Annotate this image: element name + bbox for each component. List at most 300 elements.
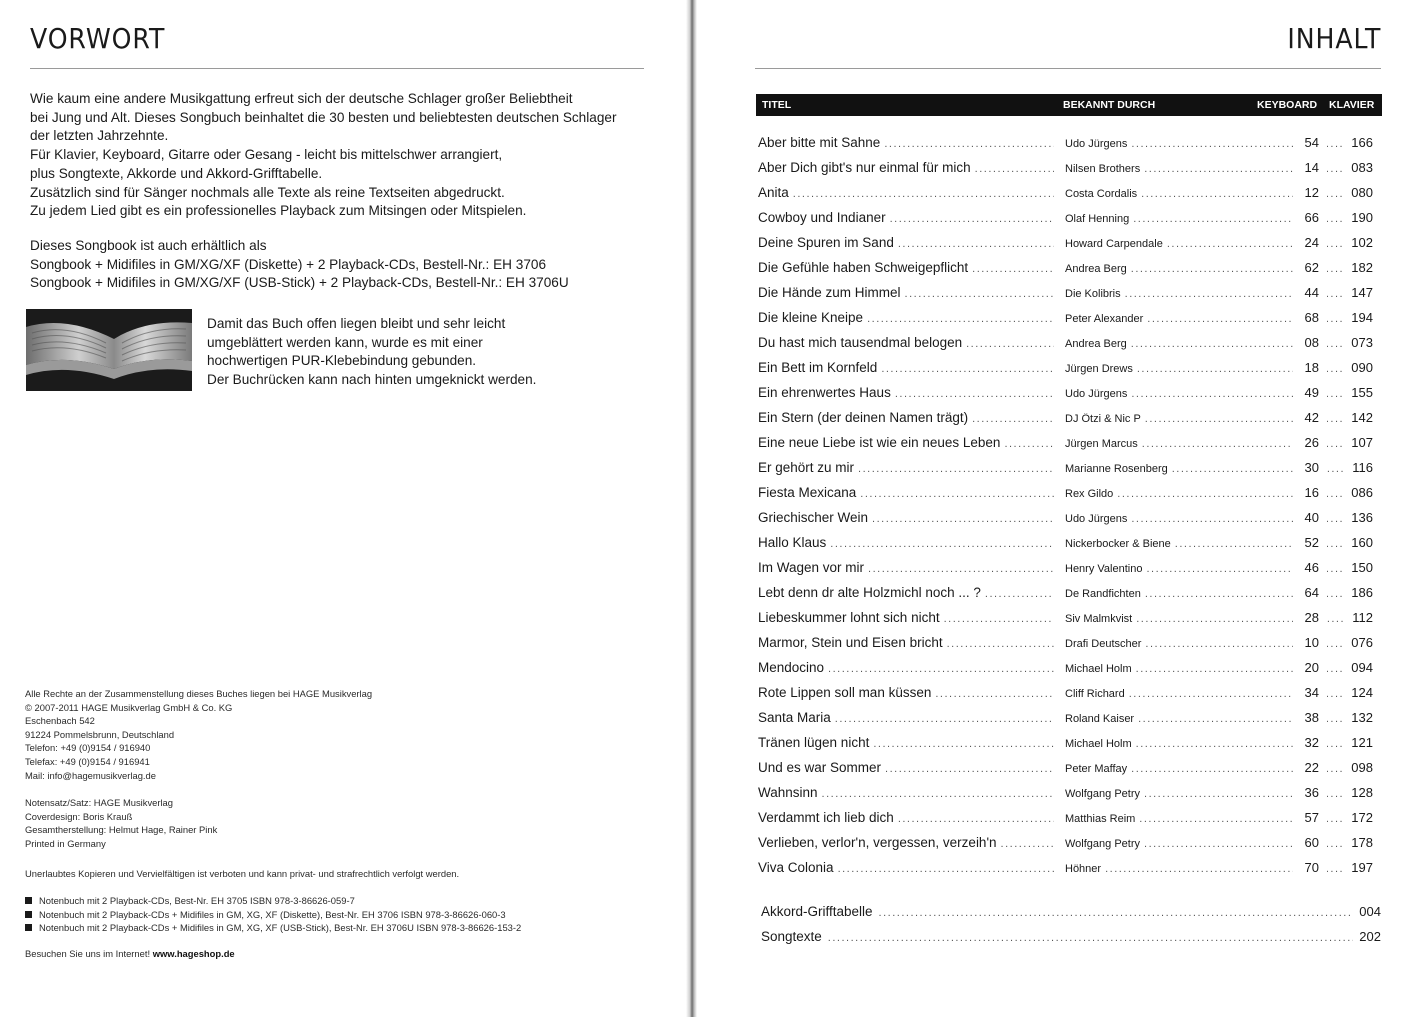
klavier-page-cell (1327, 485, 1373, 500)
availability-line: Songbook + Midifiles in GM/XG/XF (Diskette) + 2 Playback-CDs, Bestell-Nr.: EH 3706 (30, 256, 546, 272)
dot-leader (1327, 838, 1345, 850)
keyboard-page: 60 (1304, 835, 1319, 850)
dot-leader (1131, 513, 1293, 525)
song-title: Griechischer Wein (758, 510, 869, 525)
header-keyboard: KEYBOARD (1257, 99, 1318, 111)
klavier-page: 194 (1351, 310, 1373, 325)
keyboard-page: 10 (1304, 635, 1319, 650)
dot-leader (1327, 413, 1345, 425)
dot-leader (1001, 838, 1054, 850)
dot-leader (1327, 713, 1345, 725)
song-artist: Wolfgang Petry (1065, 788, 1141, 800)
dot-leader (1327, 188, 1345, 200)
dot-leader (1327, 163, 1345, 175)
song-title-cell (758, 260, 1058, 275)
song-artist: De Randfichten (1065, 588, 1141, 600)
klavier-page: 112 (1352, 610, 1373, 625)
song-title: Ein ehrenwertes Haus (758, 385, 891, 400)
song-artist: Udo Jürgens (1065, 388, 1128, 400)
song-title-cell (758, 835, 1058, 850)
song-artist-cell (1065, 663, 1297, 675)
song-artist-cell (1065, 338, 1297, 350)
intro-line: der letzten Jahrzehnte. (30, 128, 169, 144)
toc-row[interactable] (756, 253, 1378, 278)
availability-line: Dieses Songbook ist auch erhältlich als (30, 238, 267, 253)
song-artist-cell (1065, 638, 1297, 650)
dot-leader (1327, 813, 1345, 825)
rights-line: Telefon: +49 (0)9154 / 916940 (25, 742, 151, 754)
vorwort-rule (30, 68, 644, 69)
song-title-cell (758, 585, 1058, 600)
dot-leader (1327, 738, 1345, 750)
dot-leader (1146, 563, 1293, 575)
rights-line: Eschenbach 542 (25, 715, 95, 727)
song-title: Die Gefühle haben Schweigepflicht (758, 260, 969, 275)
song-artist-cell (1065, 488, 1297, 500)
klavier-page-cell (1327, 285, 1373, 300)
song-artist-cell (1065, 213, 1297, 225)
song-title: Ein Stern (der deinen Namen trägt) (758, 410, 969, 425)
song-title-cell (758, 160, 1058, 175)
song-title-cell (758, 560, 1058, 575)
song-title-cell (758, 760, 1058, 775)
binding-text (207, 315, 677, 390)
song-title-cell (758, 685, 1058, 700)
toc-row[interactable] (756, 153, 1378, 178)
dot-leader (838, 863, 1054, 875)
song-title-cell (758, 535, 1058, 550)
song-artist: Matthias Reim (1065, 813, 1136, 825)
song-title-cell (758, 460, 1058, 475)
keyboard-page: 24 (1304, 235, 1319, 250)
keyboard-page: 30 (1304, 460, 1319, 475)
klavier-page-cell (1327, 560, 1373, 575)
dot-leader (885, 763, 1054, 775)
dot-leader (1327, 313, 1345, 325)
binding-line: umgeblättert werden kann, wurde es mit einer (207, 334, 483, 350)
toc-row[interactable] (756, 703, 1378, 728)
klavier-page-cell (1327, 360, 1373, 375)
klavier-page: 102 (1351, 235, 1373, 250)
song-title: Verlieben, verlor'n, vergessen, verzeih'n (758, 835, 997, 850)
keyboard-page: 57 (1304, 810, 1319, 825)
song-title-cell (758, 485, 1058, 500)
dot-leader (1327, 513, 1345, 525)
toc-row[interactable] (756, 503, 1378, 528)
toc-row[interactable] (756, 678, 1378, 703)
toc-header-bar (756, 94, 1382, 116)
klavier-page-cell (1327, 785, 1373, 800)
toc-row[interactable] (756, 628, 1378, 653)
keyboard-page: 12 (1304, 185, 1319, 200)
intro-line: bei Jung und Alt. Dieses Songbuch beinhaltet die 30 besten und beliebtesten deutschen Schlager (30, 109, 617, 125)
dot-leader (1327, 463, 1346, 475)
toc-row[interactable] (756, 728, 1378, 753)
shop-link[interactable]: www.hageshop.de (152, 948, 235, 959)
dot-leader (1327, 788, 1345, 800)
dot-leader (858, 463, 1054, 475)
shop-line (25, 948, 235, 959)
dot-leader (1327, 488, 1345, 500)
dot-leader (872, 513, 1054, 525)
klavier-page: 150 (1351, 560, 1373, 575)
klavier-page: 076 (1351, 635, 1373, 650)
header-title: TITEL (762, 99, 792, 111)
keyboard-page: 46 (1304, 560, 1319, 575)
keyboard-page: 26 (1304, 435, 1319, 450)
copy-notice (25, 867, 665, 881)
klavier-page-cell (1327, 310, 1373, 325)
klavier-page: 197 (1351, 860, 1373, 875)
song-artist: Nickerbocker & Biene (1065, 538, 1171, 550)
dot-leader (1327, 563, 1345, 575)
song-title-cell (758, 860, 1058, 875)
klavier-page: 160 (1351, 535, 1373, 550)
song-title: Tränen lügen nicht (758, 735, 870, 750)
klavier-page-cell (1327, 260, 1373, 275)
dot-leader (1136, 663, 1293, 675)
song-title: Ein Bett im Kornfeld (758, 360, 878, 375)
klavier-page: 172 (1351, 810, 1373, 825)
dot-leader (1129, 688, 1293, 700)
intro-line: Wie kaum eine andere Musikgattung erfreut sich der deutsche Schlager großer Beliebtheit (30, 91, 573, 106)
keyboard-page: 32 (1304, 735, 1319, 750)
rights-line: Alle Rechte an der Zusammenstellung dieses Buches liegen bei HAGE Musikverlag (25, 688, 373, 699)
edition-item (25, 908, 665, 922)
toc-row[interactable] (756, 853, 1378, 878)
song-title-cell (758, 435, 1058, 450)
availability-text (30, 237, 670, 293)
dot-leader (828, 932, 1354, 944)
keyboard-page: 34 (1304, 685, 1319, 700)
dot-leader (1105, 863, 1293, 875)
song-artist: Rex Gildo (1065, 488, 1114, 500)
song-artist-cell (1065, 238, 1297, 250)
song-title: Wahnsinn (758, 785, 818, 800)
keyboard-page: 16 (1304, 485, 1319, 500)
dot-leader (1145, 588, 1293, 600)
song-title-cell (758, 210, 1058, 225)
klavier-page-cell (1327, 660, 1373, 675)
song-artist-cell (1065, 313, 1297, 325)
dot-leader (1145, 638, 1293, 650)
dot-leader (1172, 463, 1293, 475)
header-artist: BEKANNT DURCH (1063, 99, 1156, 111)
dot-leader (1131, 263, 1293, 275)
dot-leader (1125, 288, 1293, 300)
song-artist-cell (1065, 288, 1297, 300)
song-title-cell (758, 310, 1058, 325)
song-title-cell (758, 410, 1058, 425)
song-artist-cell (1065, 613, 1297, 625)
toc-row[interactable] (756, 378, 1378, 403)
klavier-page-cell (1327, 610, 1373, 625)
dot-leader (1327, 263, 1345, 275)
toc-row[interactable] (756, 753, 1378, 778)
dot-leader (830, 538, 1054, 550)
klavier-page-cell (1327, 210, 1373, 225)
song-title-cell (758, 235, 1058, 250)
extra-page: 202 (1359, 929, 1381, 944)
open-book-photo (26, 309, 192, 391)
klavier-page: 124 (1351, 685, 1373, 700)
klavier-page: 080 (1351, 185, 1373, 200)
dot-leader (793, 188, 1054, 200)
song-title: Im Wagen vor mir (758, 560, 865, 575)
toc-row[interactable] (756, 328, 1378, 353)
dot-leader (1136, 613, 1293, 625)
keyboard-page: 28 (1304, 610, 1319, 625)
song-title: Lebt denn dr alte Holzmichl noch ... ? (758, 585, 981, 600)
toc-row[interactable] (756, 178, 1378, 203)
song-artist-cell (1065, 388, 1297, 400)
klavier-page: 182 (1351, 260, 1373, 275)
dot-leader (1147, 313, 1293, 325)
dot-leader (890, 213, 1054, 225)
song-artist-cell (1065, 163, 1297, 175)
song-title-cell (758, 285, 1058, 300)
song-title: Die kleine Kneipe (758, 310, 864, 325)
dot-leader (828, 663, 1054, 675)
dot-leader (1327, 238, 1345, 250)
song-artist: Henry Valentino (1065, 563, 1143, 575)
dot-leader (975, 163, 1054, 175)
toc-row[interactable] (756, 203, 1378, 228)
klavier-page: 178 (1351, 835, 1373, 850)
song-artist: Roland Kaiser (1065, 713, 1135, 725)
dot-leader (947, 638, 1054, 650)
song-title: Anita (758, 185, 789, 200)
klavier-page-cell (1327, 735, 1373, 750)
keyboard-page: 70 (1304, 860, 1319, 875)
dot-leader (1139, 813, 1293, 825)
song-artist-cell (1065, 788, 1297, 800)
klavier-page: 142 (1351, 410, 1373, 425)
song-artist: Udo Jürgens (1065, 138, 1128, 150)
dot-leader (905, 288, 1054, 300)
toc-row[interactable] (756, 478, 1378, 503)
klavier-page: 132 (1351, 710, 1373, 725)
keyboard-page: 42 (1304, 410, 1319, 425)
song-artist: Udo Jürgens (1065, 513, 1128, 525)
keyboard-page: 22 (1304, 760, 1319, 775)
inhalt-rule (755, 68, 1381, 69)
song-artist: Cliff Richard (1065, 688, 1125, 700)
song-artist-cell (1065, 713, 1297, 725)
keyboard-page: 64 (1304, 585, 1319, 600)
song-artist-cell (1065, 838, 1297, 850)
keyboard-page: 62 (1304, 260, 1319, 275)
dot-leader (1144, 788, 1293, 800)
song-title: Eine neue Liebe ist wie ein neues Leben (758, 435, 1001, 450)
vorwort-page (0, 0, 686, 1017)
song-artist-cell (1065, 138, 1297, 150)
intro-line: Zu jedem Lied gibt es ein professionelles Playback zum Mitsingen oder Mitspielen. (30, 203, 527, 219)
dot-leader (1327, 388, 1345, 400)
toc-row[interactable] (756, 778, 1378, 803)
extra-title: Songtexte (761, 929, 822, 944)
song-title: Die Hände zum Himmel (758, 285, 901, 300)
dot-leader (1136, 738, 1293, 750)
dot-leader (1133, 213, 1293, 225)
klavier-page-cell (1327, 835, 1373, 850)
song-artist-cell (1065, 438, 1297, 450)
toc-extra-row[interactable] (761, 904, 1381, 928)
song-artist: Peter Maffay (1065, 763, 1128, 775)
keyboard-page: 44 (1304, 285, 1319, 300)
binding-line: Der Buchrücken kann nach hinten umgeknickt werden. (207, 372, 537, 388)
extra-title: Akkord-Grifftabelle (761, 904, 873, 919)
klavier-page-cell (1327, 685, 1373, 700)
klavier-page: 186 (1351, 585, 1373, 600)
klavier-page: 098 (1351, 760, 1373, 775)
keyboard-page: 40 (1304, 510, 1319, 525)
song-title: Aber Dich gibt's nur einmal für mich (758, 160, 971, 175)
klavier-page-cell (1327, 185, 1373, 200)
editions-list (25, 894, 665, 935)
song-artist: Marianne Rosenberg (1065, 463, 1168, 475)
dot-leader (1131, 763, 1293, 775)
dot-leader (972, 263, 1054, 275)
dot-leader (1327, 688, 1345, 700)
song-artist: Olaf Henning (1065, 213, 1130, 225)
song-artist: Costa Cordalis (1065, 188, 1138, 200)
dot-leader (835, 713, 1054, 725)
klavier-page-cell (1327, 160, 1373, 175)
toc-extra-row[interactable] (761, 929, 1381, 953)
song-title: Hallo Klaus (758, 535, 827, 550)
toc-row[interactable] (756, 553, 1378, 578)
klavier-page: 128 (1351, 785, 1373, 800)
song-title: Verdammt ich lieb dich (758, 810, 894, 825)
song-artist-cell (1065, 263, 1297, 275)
song-title: Liebeskummer lohnt sich nicht (758, 610, 940, 625)
klavier-page-cell (1327, 860, 1373, 875)
toc-row[interactable] (756, 128, 1378, 153)
bullet-square-icon (25, 897, 32, 904)
toc-row[interactable] (756, 453, 1378, 478)
song-title-cell (758, 710, 1058, 725)
dot-leader (1131, 338, 1293, 350)
klavier-page: 083 (1351, 160, 1373, 175)
song-artist: Jürgen Drews (1065, 363, 1133, 375)
inhalt-title: INHALT (1287, 22, 1381, 55)
toc-row[interactable] (756, 228, 1378, 253)
keyboard-page: 49 (1304, 385, 1319, 400)
edition-item (25, 921, 665, 935)
intro-line: Für Klavier, Keyboard, Gitarre oder Gesang - leicht bis mittelschwer arrangiert, (30, 147, 503, 163)
toc-row[interactable] (756, 578, 1378, 603)
dot-leader (1137, 363, 1293, 375)
dot-leader (1327, 213, 1345, 225)
toc-row[interactable] (756, 428, 1378, 453)
keyboard-page: 18 (1304, 360, 1319, 375)
klavier-page-cell (1327, 460, 1373, 475)
toc-row[interactable] (756, 403, 1378, 428)
rights-block (25, 687, 665, 782)
toc-row[interactable] (756, 528, 1378, 553)
song-artist-cell (1065, 688, 1297, 700)
dot-leader (1327, 438, 1345, 450)
rights-line: 91224 Pommelsbrunn, Deutschland (25, 728, 175, 740)
song-artist-cell (1065, 563, 1297, 575)
credits-line: Coverdesign: Boris Krauß (25, 810, 133, 822)
klavier-page-cell (1327, 510, 1373, 525)
klavier-page-cell (1327, 535, 1373, 550)
klavier-page-cell (1327, 135, 1373, 150)
song-title: Er gehört zu mir (758, 460, 855, 475)
dot-leader (898, 813, 1054, 825)
song-title-cell (758, 135, 1058, 150)
klavier-page: 107 (1351, 435, 1373, 450)
credits-line: Printed in Germany (25, 837, 106, 849)
song-title-cell (758, 510, 1058, 525)
klavier-page-cell (1327, 435, 1373, 450)
dot-leader (1131, 388, 1293, 400)
song-artist-cell (1065, 513, 1297, 525)
song-artist: Peter Alexander (1065, 313, 1144, 325)
song-artist: Die Kolibris (1065, 288, 1121, 300)
dot-leader (868, 563, 1054, 575)
song-artist-cell (1065, 538, 1297, 550)
dot-leader (1138, 713, 1293, 725)
song-title: Mendocino (758, 660, 825, 675)
toc-row[interactable] (756, 353, 1378, 378)
extra-page: 004 (1359, 904, 1381, 919)
keyboard-page: 52 (1304, 535, 1319, 550)
toc-row[interactable] (756, 603, 1378, 628)
song-title: Aber bitte mit Sahne (758, 135, 881, 150)
dot-leader (1327, 363, 1345, 375)
binding-line: hochwertigen PUR-Klebebindung gebunden. (207, 353, 477, 369)
toc-row[interactable] (756, 278, 1378, 303)
klavier-page-cell (1327, 385, 1373, 400)
toc-row[interactable] (756, 828, 1378, 853)
edition-text: Notenbuch mit 2 Playback-CDs, Best-Nr. EH 3705 ISBN 978-3-86626-059-7 (39, 895, 355, 906)
dot-leader (1144, 163, 1293, 175)
dot-leader (1327, 138, 1345, 150)
klavier-page: 166 (1351, 135, 1373, 150)
dot-leader (1004, 438, 1054, 450)
keyboard-page: 54 (1304, 135, 1319, 150)
dot-leader (1145, 413, 1293, 425)
vorwort-title: VORWORT (30, 22, 166, 55)
klavier-page-cell (1327, 235, 1373, 250)
song-artist: Michael Holm (1065, 738, 1132, 750)
keyboard-page: 14 (1304, 160, 1319, 175)
keyboard-page: 20 (1304, 660, 1319, 675)
dot-leader (1141, 188, 1293, 200)
song-title-cell (758, 385, 1058, 400)
dot-leader (1327, 763, 1345, 775)
song-artist: Howard Carpendale (1065, 238, 1163, 250)
toc-row[interactable] (756, 653, 1378, 678)
dot-leader (822, 788, 1054, 800)
klavier-page: 136 (1351, 510, 1373, 525)
toc-row[interactable] (756, 303, 1378, 328)
song-title: Santa Maria (758, 710, 831, 725)
rights-line: © 2007-2011 HAGE Musikverlag GmbH & Co. KG (25, 701, 233, 713)
edition-text: Notenbuch mit 2 Playback-CDs + Midifiles in GM, XG, XF (Diskette), Best-Nr. EH 3706 ISBN 978-3-86626-060-3 (39, 908, 506, 920)
dot-leader (1167, 238, 1293, 250)
song-artist: DJ Ötzi & Nic P (1065, 413, 1141, 425)
song-artist-cell (1065, 363, 1297, 375)
edition-item (25, 894, 665, 908)
song-title-cell (758, 635, 1058, 650)
toc-row[interactable] (756, 803, 1378, 828)
song-title-cell (758, 360, 1058, 375)
inhalt-page (697, 0, 1404, 1017)
